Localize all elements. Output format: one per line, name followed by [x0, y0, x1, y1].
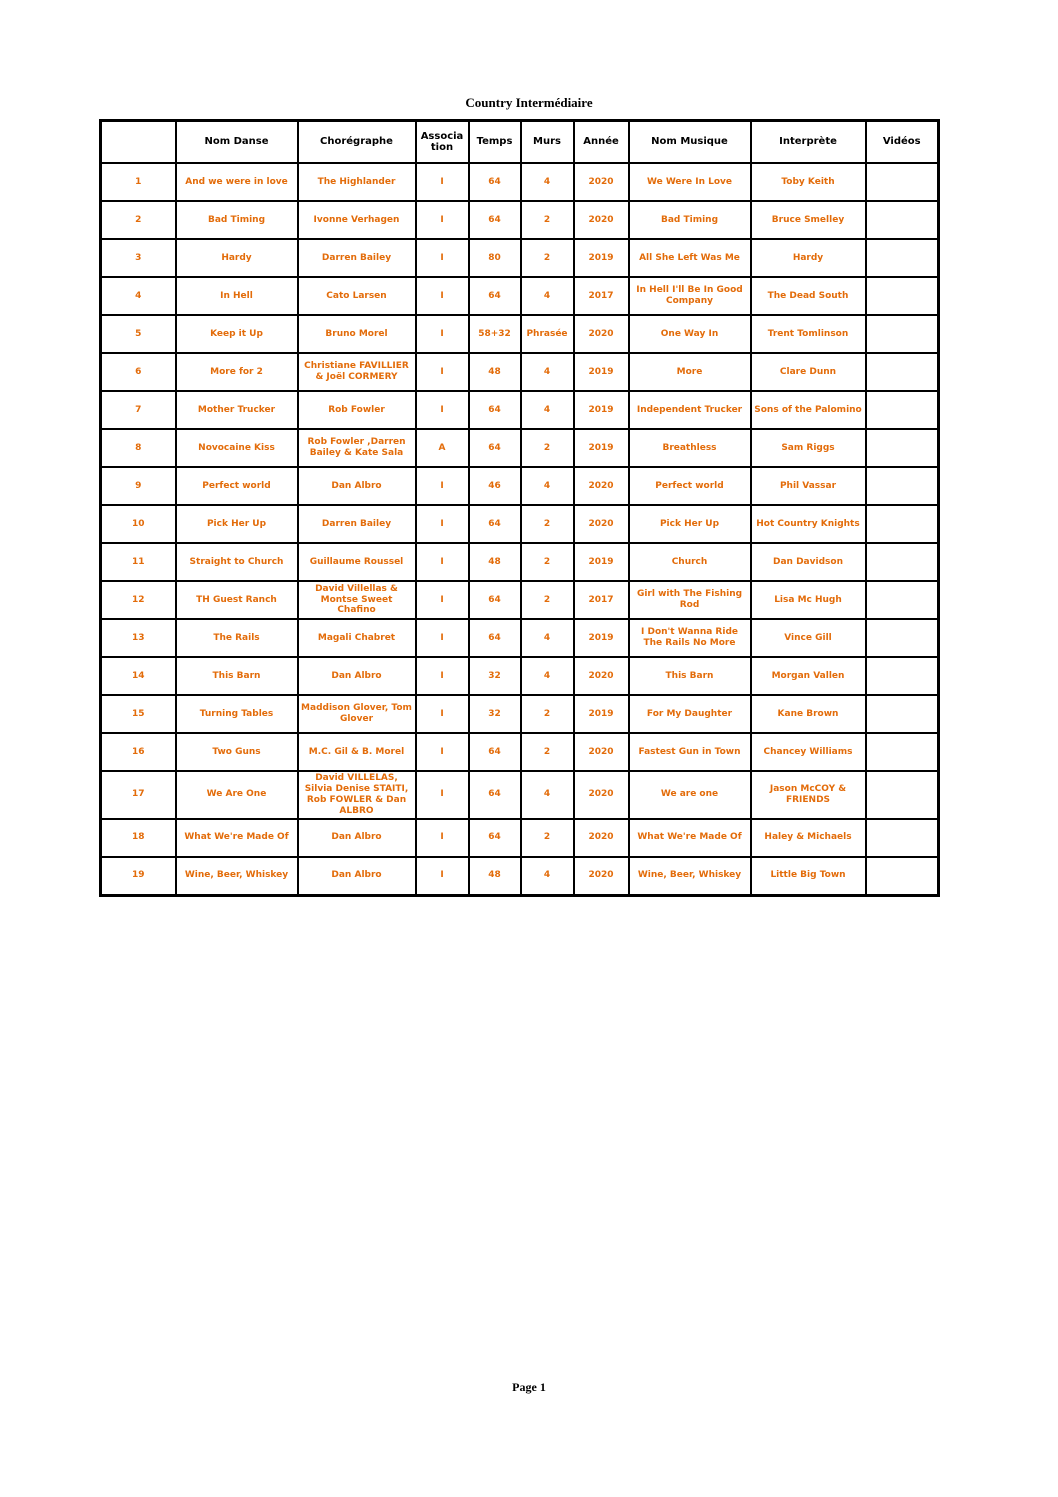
table-cell: Two Guns — [176, 733, 298, 771]
table-cell: Novocaine Kiss — [176, 429, 298, 467]
table-cell: A — [416, 429, 469, 467]
table-cell: 5 — [101, 315, 176, 353]
column-header: Nom Danse — [176, 121, 298, 164]
table-cell: Fastest Gun in Town — [629, 733, 751, 771]
table-cell: 2 — [521, 201, 574, 239]
table-cell: Christiane FAVILLIER & Joël CORMERY — [298, 353, 416, 391]
table-cell: 64 — [469, 163, 521, 201]
table-cell: 4 — [521, 467, 574, 505]
table-cell: 32 — [469, 695, 521, 733]
table-cell: 64 — [469, 391, 521, 429]
table-cell — [866, 239, 939, 277]
table-cell: Sons of the Palomino — [751, 391, 866, 429]
table-cell: Hot Country Knights — [751, 505, 866, 543]
table-row — [101, 771, 939, 819]
table-cell — [866, 277, 939, 315]
table-cell — [866, 163, 939, 201]
table-cell: Lisa Mc Hugh — [751, 581, 866, 619]
table-cell: 2020 — [574, 315, 629, 353]
table-cell: 17 — [101, 771, 176, 819]
table-row — [101, 819, 939, 857]
table-row — [101, 429, 939, 467]
table-row — [101, 201, 939, 239]
page-footer: Page 1 — [512, 1380, 546, 1394]
table-cell: I — [416, 391, 469, 429]
table-cell: Church — [629, 543, 751, 581]
table-cell: 4 — [521, 163, 574, 201]
table-cell: I — [416, 619, 469, 657]
table-row — [101, 619, 939, 657]
table-cell: Cato Larsen — [298, 277, 416, 315]
table-cell: I — [416, 543, 469, 581]
table-cell — [866, 857, 939, 896]
table-cell: 4 — [521, 619, 574, 657]
table-cell: I — [416, 201, 469, 239]
table-cell: Rob Fowler — [298, 391, 416, 429]
table-cell: 2020 — [574, 505, 629, 543]
table-cell: I — [416, 581, 469, 619]
table-cell: Wine, Beer, Whiskey — [629, 857, 751, 896]
table-cell: 46 — [469, 467, 521, 505]
table-cell: 2 — [521, 819, 574, 857]
table-cell: 4 — [521, 657, 574, 695]
table-row — [101, 857, 939, 896]
table-cell — [866, 819, 939, 857]
table-cell: I — [416, 857, 469, 896]
table-cell: 16 — [101, 733, 176, 771]
table-cell: All She Left Was Me — [629, 239, 751, 277]
table-cell: 1 — [101, 163, 176, 201]
table-cell — [866, 315, 939, 353]
table-row — [101, 163, 939, 201]
table-cell: 4 — [521, 857, 574, 896]
table-row — [101, 695, 939, 733]
table-cell: This Barn — [176, 657, 298, 695]
table-cell: 2017 — [574, 277, 629, 315]
table-cell: Chancey Williams — [751, 733, 866, 771]
table-row — [101, 353, 939, 391]
table-cell: 7 — [101, 391, 176, 429]
table-cell: Phrasée — [521, 315, 574, 353]
table-cell — [866, 201, 939, 239]
table-row — [101, 505, 939, 543]
table-cell: The Highlander — [298, 163, 416, 201]
column-header: Associa tion — [416, 121, 469, 164]
table-cell: 2019 — [574, 619, 629, 657]
table-cell: Magali Chabret — [298, 619, 416, 657]
table-cell — [866, 467, 939, 505]
table-cell: Bruce Smelley — [751, 201, 866, 239]
table-cell: David VILLELAS, Silvia Denise STAITI, Rob FOWLER & Dan ALBRO — [298, 771, 416, 819]
table-cell: In Hell — [176, 277, 298, 315]
table-cell: 13 — [101, 619, 176, 657]
table-cell: And we were in love — [176, 163, 298, 201]
table-cell: 48 — [469, 543, 521, 581]
table-cell — [866, 353, 939, 391]
table-cell: 32 — [469, 657, 521, 695]
table-cell: 64 — [469, 429, 521, 467]
table-cell: 2020 — [574, 467, 629, 505]
table-row — [101, 315, 939, 353]
table-row — [101, 239, 939, 277]
table-cell: 4 — [101, 277, 176, 315]
table-cell: For My Daughter — [629, 695, 751, 733]
column-header: Temps — [469, 121, 521, 164]
column-header — [101, 121, 176, 164]
table-cell: Dan Albro — [298, 857, 416, 896]
table-cell: 2020 — [574, 657, 629, 695]
table-cell: Dan Albro — [298, 819, 416, 857]
table-cell: 2017 — [574, 581, 629, 619]
column-header: Année — [574, 121, 629, 164]
table-cell: Bad Timing — [176, 201, 298, 239]
header-row — [101, 121, 939, 164]
table-cell: I — [416, 771, 469, 819]
table-cell: Clare Dunn — [751, 353, 866, 391]
table-cell: 2020 — [574, 819, 629, 857]
table-cell: 64 — [469, 277, 521, 315]
table-cell: Ivonne Verhagen — [298, 201, 416, 239]
table-cell: One Way In — [629, 315, 751, 353]
table-cell: Mother Trucker — [176, 391, 298, 429]
table-cell: Trent Tomlinson — [751, 315, 866, 353]
table-cell — [866, 543, 939, 581]
table-cell: 80 — [469, 239, 521, 277]
table-cell: 2019 — [574, 353, 629, 391]
dance-table — [99, 119, 940, 897]
table-cell: 64 — [469, 819, 521, 857]
table-cell: The Dead South — [751, 277, 866, 315]
table-cell: Pick Her Up — [629, 505, 751, 543]
table-cell: 2 — [521, 695, 574, 733]
table-cell: 64 — [469, 581, 521, 619]
table-cell: I — [416, 657, 469, 695]
table-cell: Dan Albro — [298, 467, 416, 505]
table-cell: Darren Bailey — [298, 239, 416, 277]
table-cell: More — [629, 353, 751, 391]
table-cell: Independent Trucker — [629, 391, 751, 429]
table-cell: I — [416, 239, 469, 277]
page-title: Country Intermédiaire — [465, 95, 593, 110]
table-row — [101, 391, 939, 429]
table-cell: 2020 — [574, 163, 629, 201]
table-cell: I — [416, 277, 469, 315]
table-cell: 2 — [521, 505, 574, 543]
table-cell — [866, 391, 939, 429]
table-cell: 64 — [469, 201, 521, 239]
table-cell: 18 — [101, 819, 176, 857]
table-cell: Bruno Morel — [298, 315, 416, 353]
table-cell: Vince Gill — [751, 619, 866, 657]
table-cell: 12 — [101, 581, 176, 619]
table-cell: 14 — [101, 657, 176, 695]
table-cell: 2 — [521, 581, 574, 619]
table-row — [101, 581, 939, 619]
table-cell: 2 — [101, 201, 176, 239]
table-cell: I — [416, 695, 469, 733]
table-cell: 48 — [469, 353, 521, 391]
table-cell: Darren Bailey — [298, 505, 416, 543]
table-cell: I — [416, 467, 469, 505]
table-cell: 2019 — [574, 239, 629, 277]
table-cell: 2020 — [574, 771, 629, 819]
table-cell: Breathless — [629, 429, 751, 467]
table-cell: I — [416, 163, 469, 201]
table-cell: Dan Davidson — [751, 543, 866, 581]
table-cell: Kane Brown — [751, 695, 866, 733]
table-header — [101, 121, 939, 164]
table-cell: Dan Albro — [298, 657, 416, 695]
table-row — [101, 657, 939, 695]
column-header: Chorégraphe — [298, 121, 416, 164]
table-cell: 4 — [521, 391, 574, 429]
table-cell: Maddison Glover, Tom Glover — [298, 695, 416, 733]
table-cell: 48 — [469, 857, 521, 896]
table-cell: Wine, Beer, Whiskey — [176, 857, 298, 896]
table-cell: 2019 — [574, 695, 629, 733]
column-header: Nom Musique — [629, 121, 751, 164]
table-cell: TH Guest Ranch — [176, 581, 298, 619]
table-cell: Phil Vassar — [751, 467, 866, 505]
table-body — [101, 163, 939, 895]
table-cell: M.C. Gil & B. Morel — [298, 733, 416, 771]
table-cell — [866, 429, 939, 467]
table-cell: Toby Keith — [751, 163, 866, 201]
table-cell: I — [416, 733, 469, 771]
table-cell: 4 — [521, 353, 574, 391]
table-cell — [866, 619, 939, 657]
table-cell: 64 — [469, 771, 521, 819]
table-cell: Little Big Town — [751, 857, 866, 896]
table-cell: David Villellas & Montse Sweet Chafino — [298, 581, 416, 619]
table-cell: Jason McCOY & FRIENDS — [751, 771, 866, 819]
table-cell — [866, 581, 939, 619]
table-cell: This Barn — [629, 657, 751, 695]
table-cell: 2 — [521, 543, 574, 581]
table-cell — [866, 505, 939, 543]
table-row — [101, 467, 939, 505]
table-cell: 19 — [101, 857, 176, 896]
table-cell: 2019 — [574, 429, 629, 467]
table-cell: 58+32 — [469, 315, 521, 353]
table-cell: Sam Riggs — [751, 429, 866, 467]
table-cell: Hardy — [176, 239, 298, 277]
table-cell: I — [416, 505, 469, 543]
table-cell: 3 — [101, 239, 176, 277]
table-cell: Haley & Michaels — [751, 819, 866, 857]
table-cell: Rob Fowler ,Darren Bailey & Kate Sala — [298, 429, 416, 467]
table-cell: 15 — [101, 695, 176, 733]
table-cell: What We're Made Of — [176, 819, 298, 857]
table-cell: 2020 — [574, 857, 629, 896]
table-cell: In Hell I'll Be In Good Company — [629, 277, 751, 315]
table-cell: 2 — [521, 429, 574, 467]
table-cell: 6 — [101, 353, 176, 391]
table-cell: Morgan Vallen — [751, 657, 866, 695]
table-cell: 11 — [101, 543, 176, 581]
column-header: Vidéos — [866, 121, 939, 164]
table-cell: 2020 — [574, 733, 629, 771]
table-cell: Guillaume Roussel — [298, 543, 416, 581]
table-cell: We are one — [629, 771, 751, 819]
table-cell: Turning Tables — [176, 695, 298, 733]
table-cell: 10 — [101, 505, 176, 543]
table-row — [101, 277, 939, 315]
table-cell — [866, 657, 939, 695]
table-cell: We Are One — [176, 771, 298, 819]
table-cell: Keep it Up — [176, 315, 298, 353]
table-cell: Girl with The Fishing Rod — [629, 581, 751, 619]
table-cell — [866, 771, 939, 819]
table-cell: 2019 — [574, 391, 629, 429]
table-cell: 64 — [469, 505, 521, 543]
table-cell: 2020 — [574, 201, 629, 239]
table-cell: 8 — [101, 429, 176, 467]
table-cell: I — [416, 353, 469, 391]
table-row — [101, 733, 939, 771]
table-cell: 64 — [469, 619, 521, 657]
table-cell: We Were In Love — [629, 163, 751, 201]
table-cell: Perfect world — [629, 467, 751, 505]
table-cell — [866, 695, 939, 733]
table-cell: Straight to Church — [176, 543, 298, 581]
table-cell: Bad Timing — [629, 201, 751, 239]
table-cell: Perfect world — [176, 467, 298, 505]
table-cell: I — [416, 315, 469, 353]
table-row — [101, 543, 939, 581]
table-cell — [866, 733, 939, 771]
table-cell: Pick Her Up — [176, 505, 298, 543]
table-cell: 2019 — [574, 543, 629, 581]
table-cell: Hardy — [751, 239, 866, 277]
table-cell: What We're Made Of — [629, 819, 751, 857]
table-cell: 2 — [521, 239, 574, 277]
column-header: Murs — [521, 121, 574, 164]
table-cell: I — [416, 819, 469, 857]
table-cell: 2 — [521, 733, 574, 771]
table-cell: 4 — [521, 771, 574, 819]
column-header: Interprète — [751, 121, 866, 164]
table-cell: The Rails — [176, 619, 298, 657]
table-cell: 9 — [101, 467, 176, 505]
table-cell: I Don't Wanna Ride The Rails No More — [629, 619, 751, 657]
table-cell: More for 2 — [176, 353, 298, 391]
table-cell: 64 — [469, 733, 521, 771]
table-cell: 4 — [521, 277, 574, 315]
